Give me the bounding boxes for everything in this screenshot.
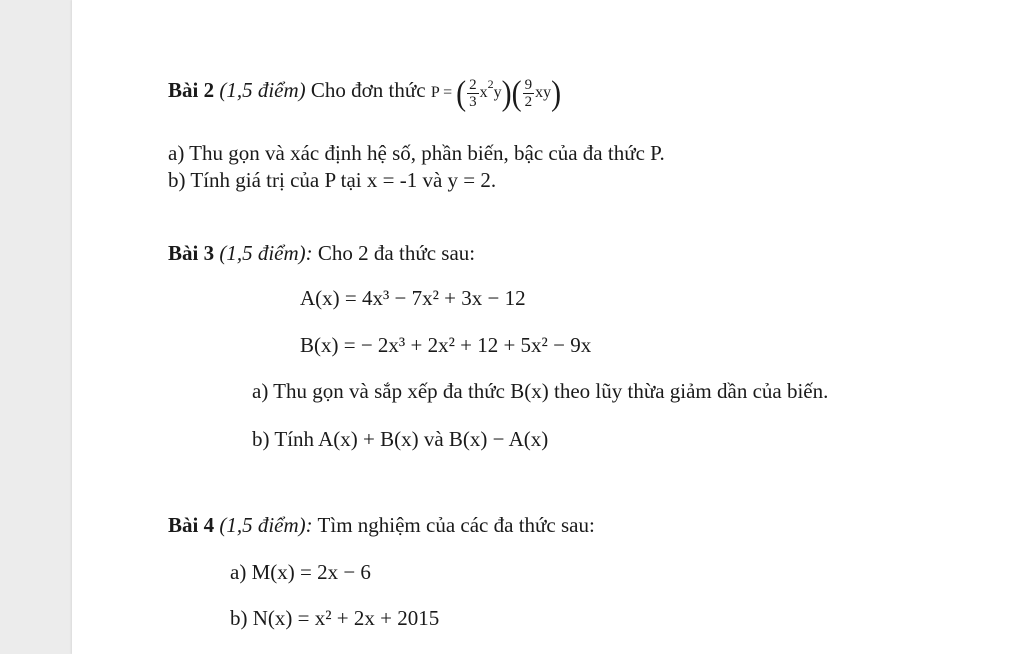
paren-close: ) <box>501 73 512 112</box>
term-y: y <box>493 84 502 102</box>
bai2-text: Cho đơn thức <box>310 78 426 103</box>
bai3-part-a: a) Thu gọn và sắp xếp đa thức B(x) theo lũy thừa giảm dần của biến. <box>252 379 829 403</box>
bai3-heading-line <box>168 240 475 266</box>
bai3-text: Cho 2 đa thức sau: <box>317 241 476 265</box>
bai2-formula <box>430 73 562 112</box>
fraction-1 <box>467 77 479 110</box>
fraction-1-den: 3 <box>469 94 477 110</box>
document-page <box>72 0 1024 654</box>
fraction-1-num: 2 <box>469 77 477 93</box>
formula-lhs: P = <box>430 84 453 102</box>
bai4-heading: Bài 4 <box>168 513 215 537</box>
term-x: x <box>479 84 488 102</box>
fraction-2-num: 9 <box>524 77 533 93</box>
polynomial-A: A(x) = 4x³ − 7x² + 3x − 12 <box>300 286 526 310</box>
bai3-score: (1,5 điểm): <box>219 241 313 265</box>
exponent: 2 <box>487 77 494 92</box>
bai4-part-b: b) N(x) = x² + 2x + 2015 <box>230 606 440 630</box>
bai4-part-a: a) M(x) = 2x − 6 <box>230 560 371 584</box>
fraction-2-den: 2 <box>524 94 533 110</box>
bai2-heading: Bài 2 <box>168 78 215 103</box>
bai2-heading-line <box>168 73 562 112</box>
paren-open-2: ( <box>511 73 522 112</box>
bai3-heading: Bài 3 <box>168 241 215 265</box>
bai2-score: (1,5 điểm) <box>219 78 306 103</box>
polynomial-B: B(x) = − 2x³ + 2x² + 12 + 5x² − 9x <box>300 333 592 357</box>
bai2-part-a: a) Thu gọn và xác định hệ số, phần biến, bậc của đa thức P. <box>168 141 665 165</box>
bai3-part-b: b) Tính A(x) + B(x) và B(x) − A(x) <box>252 427 549 451</box>
bai4-text: Tìm nghiệm của các đa thức sau: <box>317 513 595 537</box>
bai4-score: (1,5 điểm): <box>219 513 313 537</box>
fraction-2 <box>523 77 535 110</box>
term-xy: xy <box>535 84 552 102</box>
bai2-part-b: b) Tính giá trị của P tại x = -1 và y = 2. <box>168 168 497 192</box>
bai4-heading-line <box>168 512 595 538</box>
paren-close-2: ) <box>551 73 562 112</box>
paren-open: ( <box>456 73 467 112</box>
